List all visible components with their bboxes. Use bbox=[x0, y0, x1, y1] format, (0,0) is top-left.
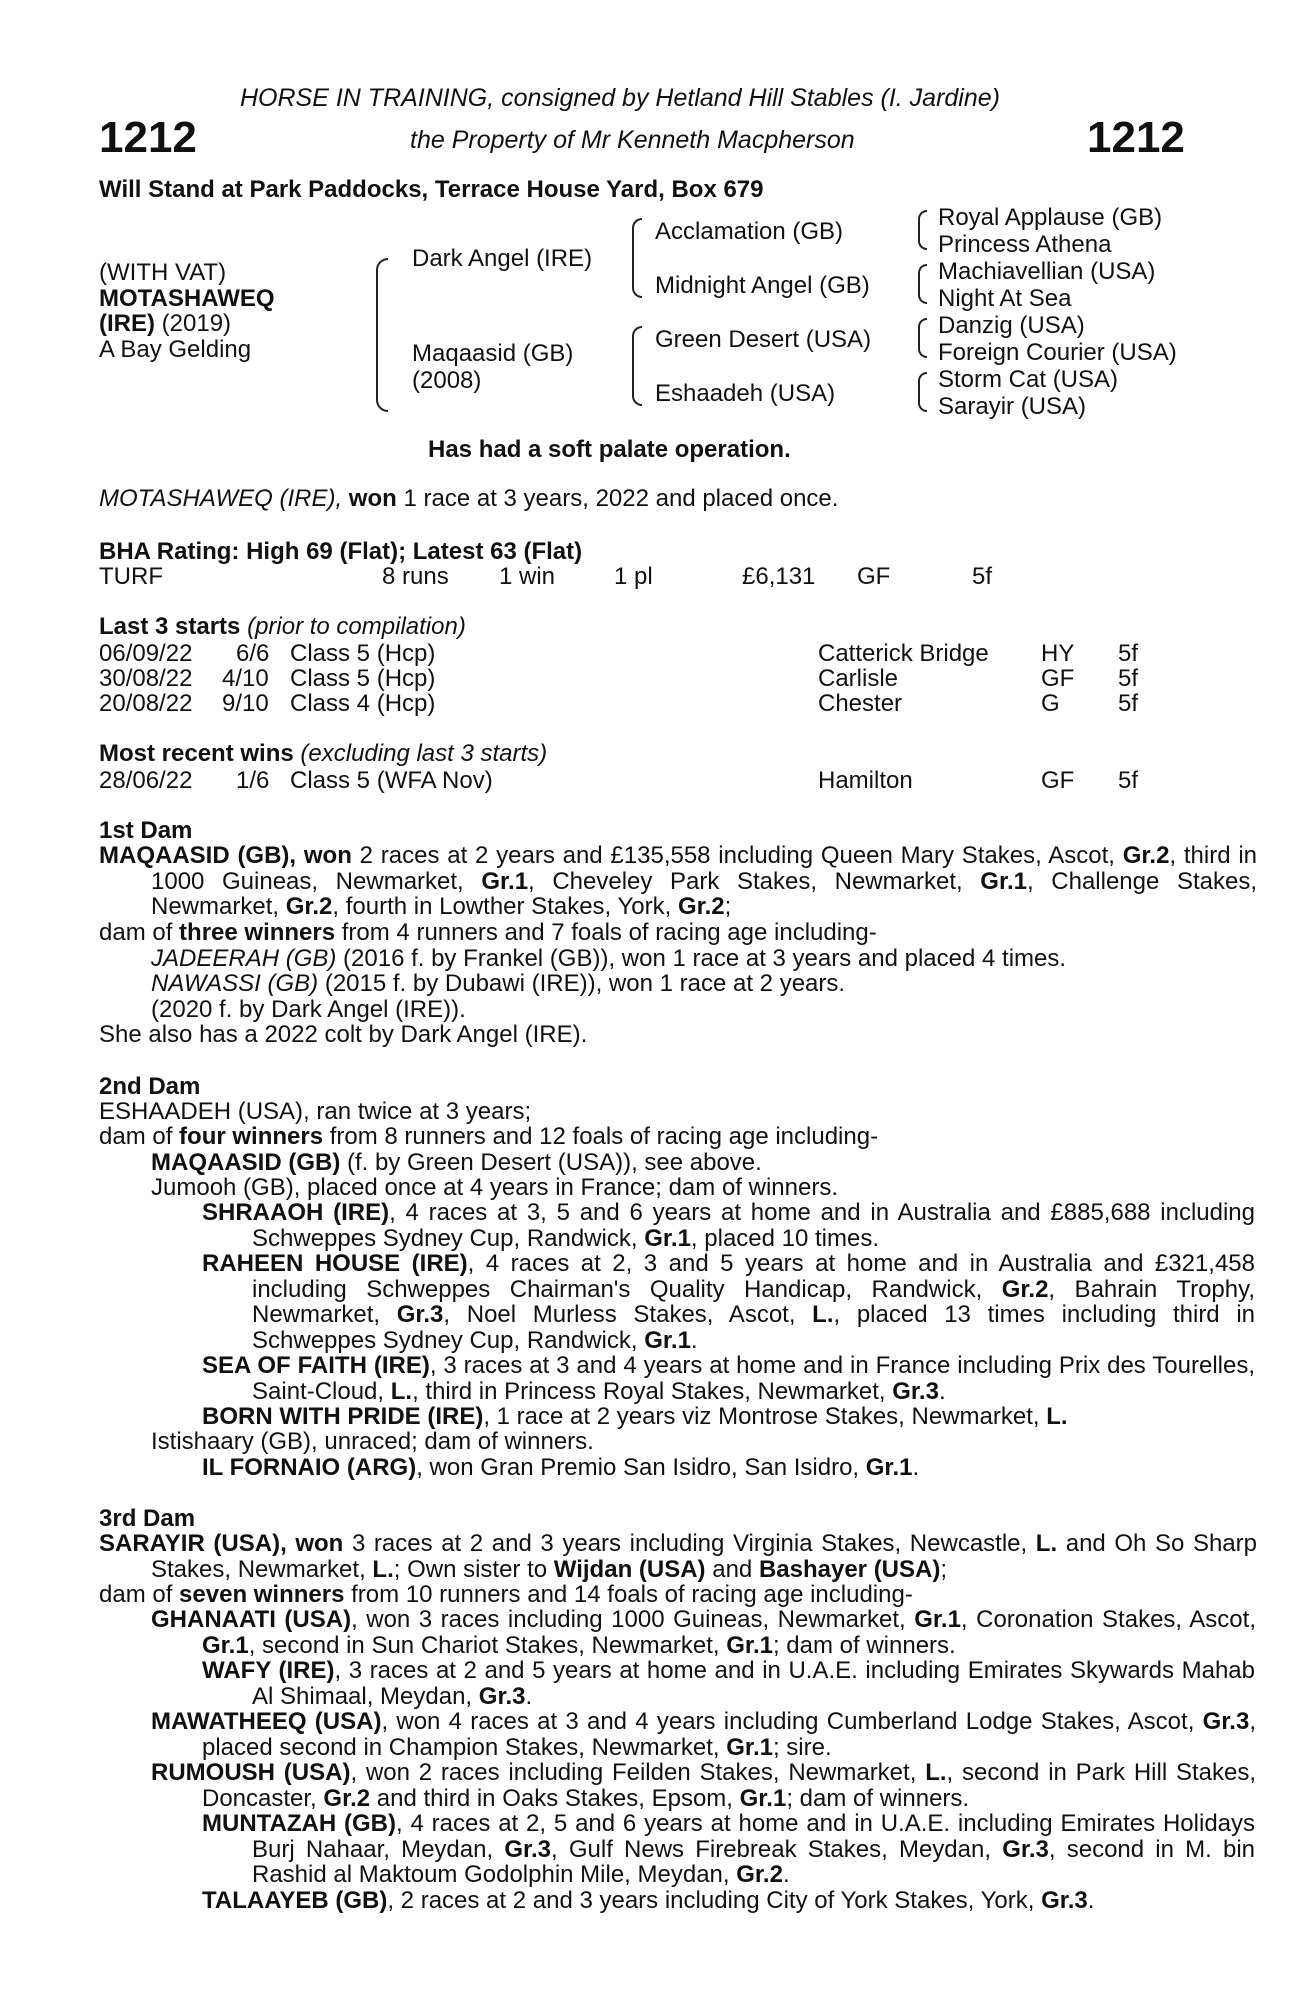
grade-label: Gr.3 bbox=[478, 1682, 526, 1710]
grade-label: Gr.1 bbox=[865, 1454, 913, 1481]
dam1-produce-1 bbox=[151, 946, 1066, 972]
dam2-produce-1 bbox=[151, 1150, 762, 1176]
dam3-text: and Oh So Sharp Stakes, Newmarket, bbox=[151, 1530, 1257, 1583]
produce-text: , 2 races at 2 and 3 years including City of York Stakes, York, bbox=[387, 1887, 1035, 1914]
grade-label: Gr.1 bbox=[739, 1784, 787, 1812]
winners-count: four winners bbox=[179, 1123, 324, 1150]
start-course: Carlisle bbox=[818, 665, 899, 692]
sibling-name: Bashayer (USA) bbox=[758, 1555, 941, 1583]
produce-text: , 4 races at 2, 5 and 6 years at home and in U.A.E. including Emirates Holidays Burj Nahaar, Meydan, bbox=[252, 1810, 1256, 1863]
summary-name: MOTASHAWEQ (IRE), bbox=[99, 485, 343, 512]
property-line: the Property of Mr Kenneth Macpherson bbox=[410, 126, 855, 154]
dam2-text: dam of bbox=[99, 1123, 173, 1150]
start-position: 6/6 bbox=[236, 640, 270, 667]
listed-label: L. bbox=[812, 1301, 834, 1329]
produce-text: (2015 f. by Dubawi (IRE)), won 1 race at 2 years. bbox=[324, 970, 846, 997]
win-date: 28/06/22 bbox=[99, 767, 193, 794]
dam3-produce-6 bbox=[202, 1888, 1094, 1914]
dam2-produce-2: Jumooh (GB), placed once at 4 years in France; dam of winners. bbox=[151, 1174, 838, 1201]
start-distance: 5f bbox=[1118, 640, 1139, 667]
dam3-produce-5 bbox=[202, 1811, 1255, 1888]
start-going: HY bbox=[1041, 640, 1075, 667]
dam1-text: , Challenge Stakes, Newmarket, bbox=[151, 867, 1258, 921]
pedigree-sds: Machiavellian (USA) bbox=[938, 258, 1156, 285]
produce-text: , Bahrain Trophy, Newmarket, bbox=[252, 1275, 1256, 1329]
grade-label: Gr.1 bbox=[726, 1631, 773, 1659]
produce-text: , Coronation Stakes, Ascot, bbox=[960, 1606, 1256, 1633]
produce-name: SEA OF FAITH (IRE) bbox=[202, 1352, 430, 1379]
produce-text: , placed 10 times. bbox=[690, 1224, 880, 1252]
winners-count: seven winners bbox=[179, 1581, 345, 1608]
produce-text: , 1 race at 2 years viz Montrose Stakes, Newmarket, bbox=[483, 1403, 1040, 1430]
pedigree-brace-sd bbox=[918, 264, 927, 304]
summary-won: won bbox=[348, 485, 397, 512]
produce-text: , second in M. bin Rashid al Maktoum Godolphin Mile, Meydan, bbox=[252, 1835, 1255, 1889]
produce-name: MAWATHEEQ (USA) bbox=[151, 1708, 382, 1735]
grade-label: Gr.3 bbox=[504, 1835, 552, 1863]
produce-text: , second in Park Hill Stakes, Doncaster, bbox=[202, 1759, 1257, 1812]
horse-suffix-year bbox=[99, 311, 275, 337]
pedigree-dd: Eshaadeh (USA) bbox=[655, 380, 836, 407]
grade-label: Gr.2 bbox=[285, 893, 333, 921]
dam1-text: , Cheveley Park Stakes, Newmarket, bbox=[528, 867, 963, 895]
produce-name: RUMOUSH (USA) bbox=[151, 1759, 351, 1786]
start-date: 30/08/22 bbox=[99, 665, 193, 692]
pedigree-ds: Green Desert (USA) bbox=[655, 326, 872, 353]
dam3-para-2 bbox=[99, 1582, 913, 1608]
produce-name: IL FORNAIO (ARG) bbox=[202, 1454, 417, 1481]
dam2-para-2 bbox=[99, 1124, 878, 1150]
start-date: 20/08/22 bbox=[99, 690, 193, 717]
dam3-text: and bbox=[712, 1555, 753, 1583]
rating-placed: 1 pl bbox=[614, 563, 653, 590]
produce-text: and third in Oaks Stakes, Epsom, bbox=[376, 1784, 733, 1812]
produce-text: , Gulf News Firebreak Stakes, Meydan, bbox=[551, 1835, 992, 1863]
pedigree-dds: Storm Cat (USA) bbox=[938, 366, 1119, 393]
start-course: Chester bbox=[818, 690, 903, 717]
vat-label: (WITH VAT) bbox=[99, 259, 227, 286]
rating-wins: 1 win bbox=[499, 563, 556, 590]
rating-earnings: £6,131 bbox=[742, 563, 816, 590]
grade-label: Gr.3 bbox=[1202, 1708, 1250, 1735]
pedigree-brace-dd bbox=[918, 372, 927, 412]
dam2-produce-4 bbox=[202, 1251, 1255, 1353]
dam3-text: dam of bbox=[99, 1581, 173, 1608]
start-going: GF bbox=[1041, 665, 1075, 692]
produce-text: (2016 f. by Frankel (GB)), won 1 race at 3 years and placed 4 times. bbox=[343, 945, 1067, 972]
pedigree-dss: Danzig (USA) bbox=[938, 312, 1085, 339]
pedigree-ssd: Princess Athena bbox=[938, 231, 1112, 258]
produce-text: , 3 races at 2 and 5 years at home and in U.A.E. including Emirates Skywards Mahab Al Shimaal, Meydan, bbox=[252, 1657, 1255, 1710]
rating-surface: TURF bbox=[99, 563, 163, 590]
listed-label: L. bbox=[1046, 1403, 1068, 1430]
consignor-line: HORSE IN TRAINING, consigned by Hetland Hill Stables (I. Jardine) bbox=[240, 84, 1000, 112]
start-position: 4/10 bbox=[222, 665, 269, 692]
start-race: Class 5 (Hcp) bbox=[290, 640, 436, 667]
palate-note: Has had a soft palate operation. bbox=[428, 436, 791, 463]
lot-number-left: 1212 bbox=[99, 113, 197, 162]
lot-number-right: 1212 bbox=[1087, 113, 1185, 162]
grade-label: Gr.1 bbox=[726, 1733, 773, 1761]
produce-text: , placed second in Champion Stakes, Newmarket, bbox=[202, 1708, 1256, 1761]
pedigree-dam-year: (2008) bbox=[412, 367, 482, 394]
pedigree-brace-ds bbox=[918, 318, 927, 358]
produce-name: MAQAASID (GB) bbox=[151, 1149, 341, 1176]
produce-text: . bbox=[525, 1682, 533, 1710]
produce-text: , 3 races at 3 and 4 years at home and in France including Prix des Tourelles, Saint-Cloud, bbox=[252, 1352, 1256, 1405]
produce-text: , won 2 races including Feilden Stakes, Newmarket, bbox=[350, 1759, 917, 1786]
dam3-text: 3 races at 2 and 3 years including Virginia Stakes, Newcastle, bbox=[351, 1530, 1028, 1557]
grade-label: Gr.3 bbox=[396, 1301, 444, 1329]
produce-text: . bbox=[690, 1326, 698, 1354]
dam3-heading: 3rd Dam bbox=[99, 1505, 196, 1532]
race-summary bbox=[99, 486, 838, 512]
rating-distance: 5f bbox=[972, 563, 993, 590]
start-position: 9/10 bbox=[222, 690, 269, 717]
dam2-produce-6 bbox=[202, 1404, 1068, 1430]
pedigree-brace-sire bbox=[632, 218, 642, 298]
dam1-text: 2 races at 2 years and £135,558 including Queen Mary Stakes, Ascot, bbox=[359, 842, 1115, 869]
grade-label: Gr.2 bbox=[677, 893, 725, 921]
dam3-text: ; bbox=[940, 1555, 948, 1583]
produce-text: ; sire. bbox=[772, 1733, 832, 1761]
produce-text: , placed 13 times including third in Schweppes Sydney Cup, Randwick, bbox=[252, 1301, 1255, 1354]
dam2-produce-8 bbox=[202, 1455, 919, 1481]
grade-label: Gr.1 bbox=[644, 1224, 691, 1252]
last-starts-heading bbox=[99, 614, 466, 640]
pedigree-ss: Acclamation (GB) bbox=[655, 218, 844, 245]
dam3-produce-3 bbox=[151, 1709, 1256, 1760]
dam2-heading: 2nd Dam bbox=[99, 1073, 201, 1100]
grade-label: Gr.1 bbox=[914, 1606, 961, 1633]
grade-label: Gr.3 bbox=[1041, 1887, 1088, 1914]
pedigree-sd: Midnight Angel (GB) bbox=[655, 272, 870, 299]
win-going: GF bbox=[1041, 767, 1075, 794]
dam2-produce-5 bbox=[202, 1353, 1255, 1404]
produce-text: , won Gran Premio San Isidro, San Isidro, bbox=[416, 1454, 860, 1481]
dam3-text: ; Own sister to bbox=[393, 1555, 548, 1583]
pedigree-ddd: Sarayir (USA) bbox=[938, 393, 1087, 420]
produce-name: BORN WITH PRIDE (IRE) bbox=[202, 1403, 484, 1430]
dam3-produce-2 bbox=[202, 1658, 1255, 1709]
pedigree-dsd: Foreign Courier (USA) bbox=[938, 339, 1177, 366]
grade-label: Gr.1 bbox=[481, 867, 529, 895]
dam3-produce-4 bbox=[151, 1760, 1256, 1811]
produce-name: TALAAYEB (GB) bbox=[202, 1887, 388, 1914]
grade-label: Gr.2 bbox=[323, 1784, 371, 1812]
win-race: Class 5 (WFA Nov) bbox=[290, 767, 493, 794]
produce-text: (f. by Green Desert (USA)), see above. bbox=[347, 1149, 762, 1176]
produce-name: MUNTAZAH (GB) bbox=[202, 1810, 397, 1837]
produce-text: , 4 races at 3, 5 and 6 years at home and in Australia and £885,688 including Schweppes Sydney Cup, Randwick, bbox=[252, 1199, 1255, 1252]
listed-label: L. bbox=[1035, 1530, 1058, 1557]
grade-label: Gr.1 bbox=[644, 1326, 691, 1354]
dam1-para-2 bbox=[99, 920, 877, 946]
pedigree-sdd: Night At Sea bbox=[938, 285, 1072, 312]
dam3-text: from 10 runners and 14 foals of racing age including- bbox=[351, 1581, 913, 1608]
dam1-name: MAQAASID (GB), bbox=[99, 842, 297, 869]
dam3-produce-1 bbox=[151, 1607, 1256, 1658]
grade-label: Gr.2 bbox=[1001, 1275, 1049, 1303]
bha-rating: BHA Rating: High 69 (Flat); Latest 63 (Flat) bbox=[99, 538, 583, 565]
produce-name: JADEERAH (GB) bbox=[151, 945, 337, 972]
start-race: Class 4 (Hcp) bbox=[290, 690, 436, 717]
horse-suffix: (IRE) bbox=[99, 310, 155, 337]
recent-wins-heading bbox=[99, 741, 547, 767]
dam1-text: , fourth in Lowther Stakes, York, bbox=[332, 893, 672, 921]
produce-text: , won 4 races at 3 and 4 years including Cumberland Lodge Stakes, Ascot, bbox=[381, 1708, 1195, 1735]
grade-label: Gr.1 bbox=[202, 1631, 249, 1659]
produce-text: ; dam of winners. bbox=[772, 1631, 956, 1659]
dam3-para-1 bbox=[99, 1531, 1257, 1582]
dam2-produce-3 bbox=[202, 1200, 1255, 1251]
dam1-text: dam of bbox=[99, 919, 173, 946]
produce-text: , 4 races at 2, 3 and 5 years at home and in Australia and £321,458 including Schweppes Chairman's Quality Handicap, Randwick, bbox=[252, 1250, 1255, 1303]
produce-text: . bbox=[938, 1377, 946, 1405]
grade-label: Gr.3 bbox=[1002, 1835, 1049, 1863]
produce-text: ; dam of winners. bbox=[786, 1784, 970, 1812]
produce-text: . bbox=[912, 1454, 920, 1481]
dam1-produce-4: She also has a 2022 colt by Dark Angel (IRE). bbox=[99, 1021, 588, 1048]
start-distance: 5f bbox=[1118, 665, 1139, 692]
win-distance: 5f bbox=[1118, 767, 1139, 794]
recent-wins-title: Most recent wins bbox=[99, 740, 294, 767]
pedigree-brace-dam bbox=[632, 326, 642, 406]
grade-label: Gr.2 bbox=[736, 1861, 783, 1889]
start-distance: 5f bbox=[1118, 690, 1139, 717]
win-position: 1/6 bbox=[236, 767, 270, 794]
pedigree-brace-ss bbox=[918, 210, 927, 250]
rating-runs: 8 runs bbox=[382, 563, 449, 590]
dam1-produce-2 bbox=[151, 971, 845, 997]
produce-name: WAFY (IRE) bbox=[202, 1657, 335, 1684]
produce-name: RAHEEN HOUSE (IRE) bbox=[202, 1250, 468, 1277]
produce-text: , third in Princess Royal Stakes, Newmarket, bbox=[412, 1377, 886, 1405]
recent-wins-note: (excluding last 3 starts) bbox=[300, 740, 548, 767]
start-race: Class 5 (Hcp) bbox=[290, 665, 436, 692]
produce-text: , Noel Murless Stakes, Ascot, bbox=[443, 1301, 796, 1329]
grade-label: Gr.2 bbox=[1122, 842, 1170, 869]
pedigree-sss: Royal Applause (GB) bbox=[938, 204, 1163, 231]
rating-going: GF bbox=[857, 563, 891, 590]
produce-text: , won 3 races including 1000 Guineas, Newmarket, bbox=[351, 1606, 906, 1633]
dam1-text: from 4 runners and 7 foals of racing age including- bbox=[341, 919, 877, 946]
pedigree-dam: Maqaasid (GB) bbox=[412, 340, 574, 367]
pedigree-brace-main bbox=[376, 258, 388, 412]
listed-label: L. bbox=[925, 1759, 947, 1786]
last-starts-title: Last 3 starts bbox=[99, 613, 241, 640]
grade-label: Gr.3 bbox=[892, 1377, 939, 1405]
produce-name: GHANAATI (USA) bbox=[151, 1606, 352, 1633]
win-course: Hamilton bbox=[818, 767, 913, 794]
start-course: Catterick Bridge bbox=[818, 640, 989, 667]
pedigree-sire: Dark Angel (IRE) bbox=[412, 245, 593, 272]
horse-year: (2019) bbox=[161, 310, 232, 337]
produce-name: NAWASSI (GB) bbox=[151, 970, 319, 997]
produce-text: . bbox=[1087, 1887, 1095, 1914]
dam3-name: SARAYIR (USA), bbox=[99, 1530, 287, 1557]
last-starts-note: (prior to compilation) bbox=[247, 613, 466, 640]
dam2-para-1: ESHAADEH (USA), ran twice at 3 years; bbox=[99, 1098, 532, 1125]
listed-label: L. bbox=[372, 1555, 394, 1583]
dam1-para-1 bbox=[99, 843, 1257, 920]
dam1-produce-3: (2020 f. by Dark Angel (IRE)). bbox=[151, 996, 466, 1023]
listed-label: L. bbox=[390, 1377, 413, 1405]
stand-line: Will Stand at Park Paddocks, Terrace House Yard, Box 679 bbox=[99, 176, 764, 203]
dam2-text: from 8 runners and 12 foals of racing age including- bbox=[329, 1123, 879, 1150]
start-date: 06/09/22 bbox=[99, 640, 193, 667]
summary-text: 1 race at 3 years, 2022 and placed once. bbox=[403, 485, 839, 512]
dam1-won: won bbox=[303, 842, 352, 869]
produce-text: . bbox=[782, 1861, 790, 1889]
dam1-text: ; bbox=[724, 893, 732, 921]
horse-name: MOTASHAWEQ bbox=[99, 284, 275, 312]
dam1-text: , third in 1000 Guineas, Newmarket, bbox=[151, 842, 1258, 895]
produce-text: , second in Sun Chariot Stakes, Newmarket, bbox=[248, 1631, 720, 1659]
dam2-produce-7: Istishaary (GB), unraced; dam of winners. bbox=[151, 1428, 594, 1455]
start-going: G bbox=[1041, 690, 1060, 717]
sibling-name: Wijdan (USA) bbox=[553, 1555, 706, 1583]
dam3-won: won bbox=[295, 1530, 344, 1557]
dam1-heading: 1st Dam bbox=[99, 817, 193, 844]
winners-count: three winners bbox=[179, 919, 336, 946]
produce-name: SHRAAOH (IRE) bbox=[202, 1199, 390, 1226]
horse-info bbox=[99, 260, 275, 362]
horse-description: A Bay Gelding bbox=[99, 335, 252, 363]
grade-label: Gr.1 bbox=[980, 867, 1027, 895]
